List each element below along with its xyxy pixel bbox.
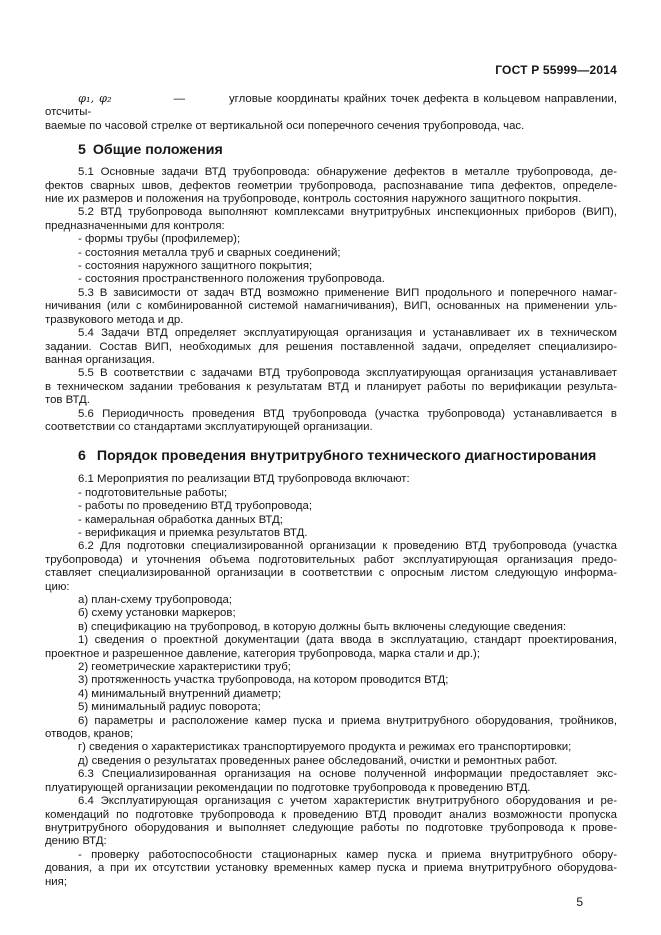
text-line: отводов, кранов; — [45, 728, 134, 741]
text-line: комендаций по подготовке трубопровода к проведению ВТД проводит анализ возможности пропуска — [45, 808, 617, 821]
symbol-definition — [45, 92, 617, 133]
text-line: 6.2 Для подготовки специализированной организации к проведению ВТД трубопровода (участка — [78, 540, 617, 553]
text-line: д) сведения о результатах проведенных ранее обследований, очистки и ремонтных работ. — [78, 754, 558, 767]
text-line: 1) сведения о проектной документации (дата ввода в эксплуатацию, стандарт проектирования, — [78, 634, 617, 647]
section-5-number: 5 — [78, 142, 86, 159]
text-line: 5.3 В зависимости от задач ВТД возможно применение ВИП продольного и поперечного намаг- — [78, 286, 617, 299]
section-5-heading — [45, 142, 617, 159]
text-line: дования, а при их отсутствии установку временных камер пуска и приема внутритрубного оборудова- — [45, 862, 617, 875]
text-line: б) схему установки маркеров; — [78, 607, 236, 620]
section-5-body — [45, 166, 617, 434]
text-line: 6.3 Специализированная организация на основе полученной информации предоставляет экс- — [78, 768, 617, 781]
text-line: тов ВТД. — [45, 394, 90, 407]
text-line: 5.5 В соответствии с задачами ВТД трубопровода эксплуатирующая организация устанавливает — [78, 367, 617, 380]
text-line: г) сведения о характеристиках транспортируемого продукта и режимах его транспортировки; — [78, 741, 572, 754]
text-line: фектов сварных швов, дефектов геометрии трубопровода, распознавание типа дефектов, определе- — [45, 179, 617, 192]
text-line: - работы по проведению ВТД трубопровода; — [78, 500, 313, 513]
text-line: 6.1 Мероприятия по реализации ВТД трубопровода включают: — [78, 473, 410, 486]
text-line: - проверку работоспособности стационарных камер пуска и приема внутритрубного обору- — [78, 848, 617, 861]
section-6-heading — [45, 448, 617, 465]
text-line: 5.1 Основные задачи ВТД трубопровода: обнаружение дефектов в металле трубопровода, де- — [78, 166, 617, 179]
text-line: проектное и разрешенное давление, категория трубопровода, марка стали и др.); — [45, 647, 480, 660]
text-line: 5.4 Задачи ВТД определяет эксплуатирующая организация и устанавливает их в техническом — [78, 327, 617, 340]
symbol-description: угловые координаты крайних точек дефекта в кольцевом направлении, отсчиты- — [45, 93, 617, 119]
text-line: ничивания (или с комбинированной системой намагничивания), ВИП, основанных на применении уль- — [45, 300, 617, 313]
text-line: 6) параметры и расположение камер пуска и приема внутритрубного оборудования, тройников, — [78, 714, 617, 727]
section-6-title: Порядок проведения внутритрубного технического диагностирования — [96, 448, 597, 465]
text-line: 2) геометрические характеристики труб; — [78, 661, 291, 674]
text-line: - состояния металла труб и сварных соединений; — [78, 246, 341, 259]
symbol-definition-line1 — [45, 92, 617, 120]
text-line: в техническом задании требования к результатам ВТД и планирует работы по верификации результа- — [45, 380, 617, 393]
text-line: - подготовительные работы; — [78, 486, 228, 499]
text-line: 5) минимальный радиус поворота; — [78, 701, 261, 714]
text-line: трубопровода) и уточнения объема подготовительных работ эксплуатирующая организация предо- — [45, 553, 617, 566]
text-line: 4) минимальный внутренний диаметр; — [78, 687, 282, 700]
text-line: 3) протяженность участка трубопровода, на котором проводится ВТД; — [78, 674, 449, 687]
text-line: - состояния наружного защитного покрытия; — [78, 260, 313, 273]
text-line: - камеральная обработка данных ВТД; — [78, 513, 283, 526]
symbol-term: φ₁, φ₂ — [78, 91, 112, 105]
text-line: - состояния пространственного положения трубопровода. — [78, 273, 385, 286]
text-line: - формы трубы (профилемер); — [78, 233, 241, 246]
text-line: дению ВТД: — [45, 835, 107, 848]
text-line: предназначенными для контроля: — [45, 219, 225, 232]
section-5-title: Общие положения — [92, 142, 223, 159]
text-line: - верификация и приемка результатов ВТД. — [78, 526, 308, 539]
text-line: ния; — [45, 875, 67, 888]
text-line: в) спецификацию на трубопровод, в которую должны быть включены следующие сведения: — [78, 620, 567, 633]
text-line: внутритрубного оборудования и выполняет следующие работы по подготовке трубопровода к прове- — [45, 821, 617, 834]
text-line: ние их размеров и положения на трубопроводе, контроль состояния наружного защитного покрытия. — [45, 193, 582, 206]
dash-separator: — — [173, 93, 185, 105]
text-line: плуатирующей организации рекомендации по подготовке трубопровода к проведению ВТД. — [45, 781, 531, 794]
section-6-number: 6 — [78, 448, 86, 465]
page-number: 5 — [576, 894, 583, 909]
text-line: соответствии со стандартами эксплуатирующей организации. — [45, 420, 373, 433]
text-line: а) план-схему трубопровода; — [78, 594, 233, 606]
text-line: задании. Состав ВИП, необходимых для решения поставленной задачи, определяет специализиро- — [45, 340, 617, 353]
text-line: тразвукового метода и др. — [45, 313, 184, 326]
text-line: 6.4 Эксплуатирующая организация с учетом характеристик внутритрубного оборудования и ре- — [78, 795, 617, 808]
gost-standard-number: ГОСТ Р 55999—2014 — [495, 63, 617, 77]
document-header — [45, 63, 617, 77]
text-line: 5.6 Периодичность проведения ВТД трубопровода (участка трубопровода) устанавливается в — [78, 407, 617, 420]
text-line: ставляет специализированной организации в соответствии с опросным листом следующую информа- — [45, 567, 617, 580]
symbol-definition-line2: ваемые по часовой стрелке от вертикальной оси поперечного сечения трубопровода, час. — [45, 119, 525, 132]
text-line: 5.2 ВТД трубопровода выполняют комплексами внутритрубных инспекционных приборов (ВИП), — [78, 206, 617, 219]
section-6-body — [45, 473, 617, 889]
text-line: ванная организация. — [45, 353, 155, 366]
text-line: цию: — [45, 580, 70, 593]
